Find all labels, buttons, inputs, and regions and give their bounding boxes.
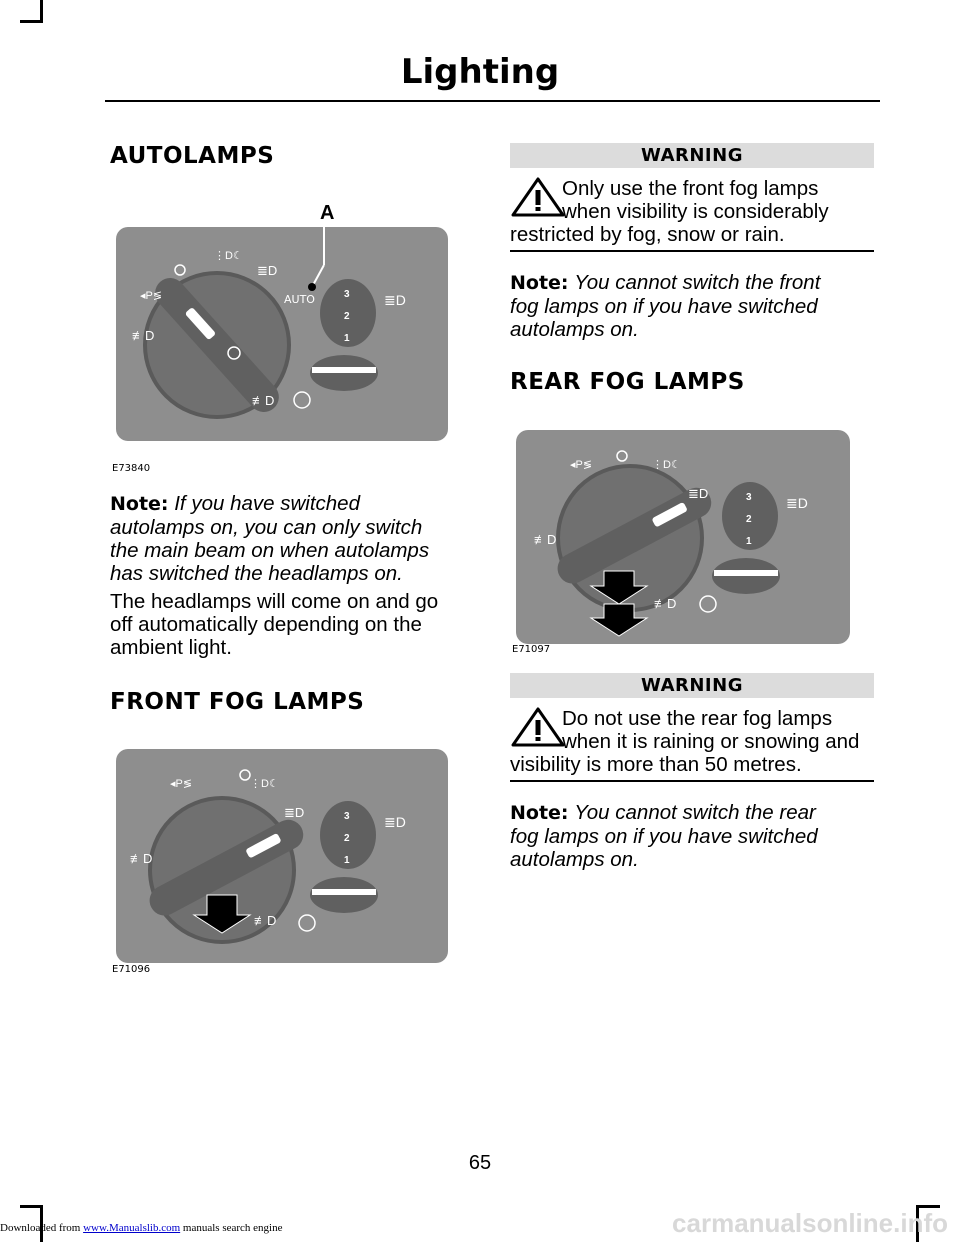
warning-text: when visibility is considerably <box>562 200 829 223</box>
svg-text:2: 2 <box>344 833 350 844</box>
figure-code: E71096 <box>112 964 151 975</box>
svg-text:1: 1 <box>344 855 350 866</box>
svg-text:≢D: ≢D <box>534 532 557 547</box>
svg-text:≢D: ≢D <box>132 328 155 343</box>
warning-rule <box>510 250 874 252</box>
warning-rule <box>510 780 874 782</box>
crop-mark <box>20 20 43 23</box>
svg-text:≢D: ≢D <box>654 596 677 611</box>
rear-fog-switch-figure <box>512 426 852 646</box>
svg-text:1: 1 <box>746 536 752 547</box>
crop-mark <box>20 1205 43 1208</box>
svg-text:≣D: ≣D <box>384 292 406 308</box>
svg-text:≢D: ≢D <box>252 393 275 408</box>
svg-text:≢D: ≢D <box>130 851 153 866</box>
warning-text: Only use the front fog lamps <box>562 177 819 200</box>
autolamps-body: The headlamps will come on and go off automatically depending on the ambient light. <box>110 590 439 659</box>
svg-text:≣D: ≣D <box>786 495 808 511</box>
auto-label: AUTO <box>284 293 315 306</box>
page-number: 65 <box>468 1152 492 1174</box>
watermark: carmanualsonline.info <box>672 1208 948 1238</box>
svg-text:2: 2 <box>746 514 752 525</box>
front-fog-switch-figure <box>112 745 452 965</box>
figure-code: E73840 <box>112 463 151 474</box>
autolamps-note: Note: If you have switched autolamps on, you can only switch the main beam on when autolamps has switched the headlamps on. <box>110 492 430 585</box>
svg-text:≢D: ≢D <box>254 913 277 928</box>
autolamps-switch-figure <box>112 195 452 445</box>
footer: Downloaded from www.Manualslib.com manuals search engine <box>0 1222 283 1234</box>
svg-text:2: 2 <box>344 311 350 322</box>
warning-text: restricted by fog, snow or rain. <box>510 223 785 246</box>
warning-bar: WARNING <box>510 673 874 698</box>
rear-fog-heading: REAR FOG LAMPS <box>510 369 745 395</box>
svg-text:⋮D☾: ⋮D☾ <box>250 778 279 790</box>
figure-code: E71097 <box>512 644 551 655</box>
warning-text: when it is raining or snowing and <box>562 730 860 753</box>
page-title: Lighting <box>400 52 560 92</box>
svg-text:⋮D☾: ⋮D☾ <box>652 459 681 471</box>
svg-text:≣D: ≣D <box>284 805 305 820</box>
svg-text:◂P≶: ◂P≶ <box>140 290 163 302</box>
warning-triangle-icon <box>510 706 566 748</box>
svg-text:1: 1 <box>344 333 350 344</box>
front-fog-heading: FRONT FOG LAMPS <box>110 689 365 715</box>
svg-text:⋮D☾: ⋮D☾ <box>214 250 243 262</box>
warning-text: Do not use the rear fog lamps <box>562 707 833 730</box>
svg-text:≣D: ≣D <box>257 263 278 278</box>
autolamps-heading: AUTOLAMPS <box>110 143 275 169</box>
svg-text:3: 3 <box>344 289 350 300</box>
svg-text:◂P≶: ◂P≶ <box>570 459 593 471</box>
callout-label: A <box>320 202 335 224</box>
svg-text:≣D: ≣D <box>384 814 406 830</box>
manualslib-link[interactable]: www.Manualslib.com <box>83 1222 181 1234</box>
warning-text: visibility is more than 50 metres. <box>510 753 802 776</box>
svg-text:3: 3 <box>344 811 350 822</box>
rear-fog-note: Note: You cannot switch the rear fog lamps on if you have switched autolamps on. <box>510 801 818 871</box>
warning-bar: WARNING <box>510 143 874 168</box>
svg-text:◂P≶: ◂P≶ <box>170 778 193 790</box>
header-rule <box>105 100 880 102</box>
front-fog-note: Note: You cannot switch the front fog lamps on if you have switched autolamps on. <box>510 271 821 341</box>
svg-text:≣D: ≣D <box>688 486 709 501</box>
warning-triangle-icon <box>510 176 566 218</box>
crop-mark <box>40 0 43 22</box>
svg-text:3: 3 <box>746 492 752 503</box>
